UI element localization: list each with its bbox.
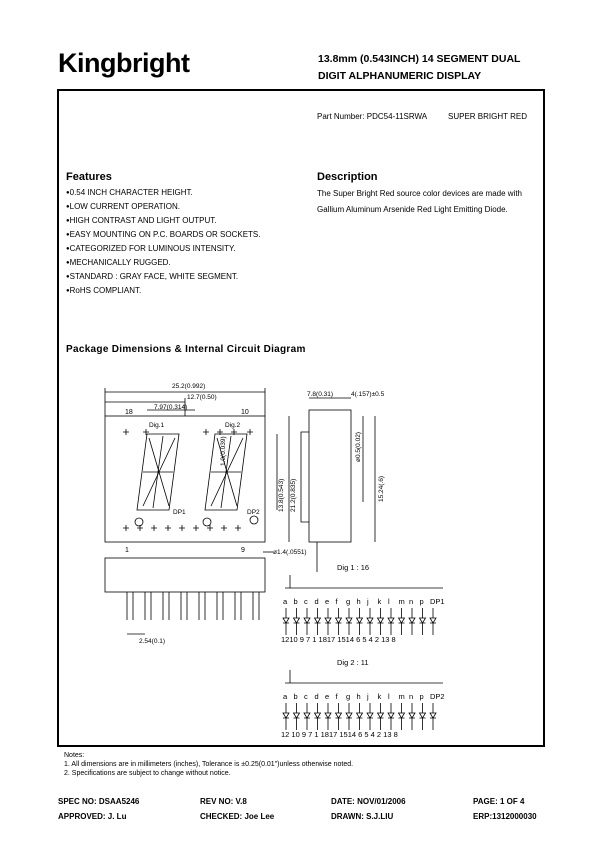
segment-label: c — [304, 597, 308, 606]
feature-item: ● HIGH CONTRAST AND LIGHT OUTPUT. — [66, 214, 260, 228]
dim-slant: 7.97(0.314) — [154, 404, 188, 411]
doc-title-line2: DIGIT ALPHANUMERIC DISPLAY — [318, 70, 482, 82]
segment-label: c — [304, 692, 308, 701]
diode-symbol — [430, 703, 436, 730]
diode-symbol — [315, 703, 321, 730]
segment-label: DP1 — [430, 597, 445, 606]
pin9-label: 9 — [241, 547, 245, 554]
diode-symbol — [283, 703, 289, 730]
segment-label: m — [398, 597, 405, 606]
pins — [127, 592, 259, 620]
dim-pin-diameter: ø0.5(0.02) — [355, 432, 362, 462]
diode-symbol — [357, 608, 363, 635]
segment-label: f — [335, 597, 338, 606]
segment-label: d — [314, 597, 319, 606]
diode-symbol — [420, 608, 426, 635]
pin18-label: 18 — [125, 409, 133, 416]
dim-segment: 1.0(0.039) — [220, 436, 227, 466]
circuit2-segments — [283, 692, 445, 730]
package-drawing — [57, 372, 545, 752]
circuit1-segments — [283, 597, 445, 635]
segment-label: f — [335, 692, 338, 701]
notes — [64, 751, 353, 778]
segment-label: p — [419, 692, 424, 701]
diode-symbol — [325, 608, 331, 635]
note-1: 1. All dimensions are in millimeters (inches), Tolerance is ±0.25(0.01")unless otherwise noted. — [64, 761, 354, 768]
segment-label: g — [346, 597, 351, 606]
diode-symbol — [315, 608, 321, 635]
segment-label: e — [325, 692, 330, 701]
features-heading: Features — [66, 171, 112, 183]
diode-symbol — [304, 608, 310, 635]
dp1-dot — [135, 518, 143, 526]
dig2-label: Dig.2 — [225, 422, 241, 429]
segment-label: h — [356, 692, 361, 701]
diode-symbol — [357, 703, 363, 730]
segment-label: p — [419, 597, 424, 606]
pin10-label: 10 — [241, 409, 249, 416]
dp1-label: DP1 — [173, 509, 186, 516]
circuit2-common: Dig 2 : 11 — [337, 658, 369, 667]
feature-item: ● RoHS COMPLIANT. — [66, 284, 260, 298]
segment-label: b — [293, 692, 298, 701]
segment-label: l — [388, 597, 390, 606]
feature-item: ● 0.54 INCH CHARACTER HEIGHT. — [66, 186, 260, 200]
dim-pin-pitch: 2.54(0.1) — [139, 638, 166, 645]
note-2: 2. Specifications are subject to change without notice. — [64, 770, 231, 777]
diode-symbol — [304, 703, 310, 730]
segment-label: j — [367, 597, 369, 606]
segment-label: k — [377, 692, 382, 701]
dim-lead: 4(.157)±0.5 — [351, 391, 385, 398]
features-list — [66, 186, 260, 298]
segment-label: j — [367, 692, 369, 701]
spec-number: SPEC NO: DSAA5246 — [58, 797, 140, 806]
segment-label: n — [409, 692, 414, 701]
approved-by: APPROVED: J. Lu — [58, 812, 127, 821]
dp2-label: DP2 — [247, 509, 260, 516]
feature-item: ● CATEGORIZED FOR LUMINOUS INTENSITY. — [66, 242, 260, 256]
segment-label: b — [293, 597, 298, 606]
segment-label: n — [409, 597, 414, 606]
part-number: Part Number: PDC54-11SRWA — [317, 112, 428, 121]
feature-item: ● STANDARD : GRAY FACE, WHITE SEGMENT. — [66, 270, 260, 284]
diode-symbol — [420, 703, 426, 730]
dim-pitch: 12.7(0.50) — [187, 394, 217, 401]
diode-symbol — [399, 608, 405, 635]
feature-item: ● LOW CURRENT OPERATION. — [66, 200, 260, 214]
circuit1-common: Dig 1 : 16 — [337, 563, 370, 572]
erp-number: ERP:1312000030 — [473, 812, 537, 821]
dig1-label: Dig.1 — [149, 422, 165, 429]
page-number: PAGE: 1 OF 4 — [473, 797, 525, 806]
diode-symbol — [346, 608, 352, 635]
dim-hole: ø1.4(.0551) — [273, 549, 307, 556]
dim-width: 25.2(0.992) — [172, 383, 206, 390]
circuit2-pins: 12 10 9 7 1 1817 1514 6 5 4 2 13 8 — [281, 730, 398, 739]
diode-symbol — [409, 608, 415, 635]
side-view-body — [309, 410, 351, 542]
brand-logo: Kingbright — [58, 48, 190, 78]
diode-symbol — [388, 703, 394, 730]
dim-side-height: 15.24(.6) — [378, 475, 385, 502]
segment-label: k — [377, 597, 382, 606]
part-color: SUPER BRIGHT RED — [448, 112, 527, 121]
segment-label: g — [346, 692, 351, 701]
diode-symbol — [325, 703, 331, 730]
checked-by: CHECKED: Joe Lee — [200, 812, 275, 821]
segment-label: h — [356, 597, 361, 606]
diode-symbol — [367, 703, 373, 730]
doc-title-line1: 13.8mm (0.543INCH) 14 SEGMENT DUAL — [318, 53, 521, 65]
diode-symbol — [294, 608, 300, 635]
diode-symbol — [430, 608, 436, 635]
segment-label: d — [314, 692, 319, 701]
dp2-dot — [203, 518, 211, 526]
drawn-by: DRAWN: S.J.LIU — [331, 812, 394, 821]
diode-symbol — [388, 608, 394, 635]
feature-item: ● MECHANICALLY RUGGED. — [66, 256, 260, 270]
description-text: The Super Bright Red source color devices are made with Gallium Aluminum Arsenide Red Light Emitting Diode. — [317, 189, 522, 214]
description-heading: Description — [317, 171, 378, 183]
segment-label: DP2 — [430, 692, 445, 701]
diode-symbol — [346, 703, 352, 730]
mount-hole — [250, 516, 258, 524]
segment-label: a — [283, 597, 288, 606]
segment-label: l — [388, 692, 390, 701]
circuit1-pins: 1210 9 7 1 1817 1514 6 5 4 2 13 8 — [281, 635, 396, 644]
diode-symbol — [336, 608, 342, 635]
dim-depth: 7.8(0.31) — [307, 391, 334, 398]
segment-label: a — [283, 692, 288, 701]
pin1-label: 1 — [125, 547, 129, 554]
feature-item: ● EASY MOUNTING ON P.C. BOARDS OR SOCKETS. — [66, 228, 260, 242]
dim-body-height: 21.2(0.835) — [290, 478, 297, 512]
dim-char-height: 13.8(0.543) — [278, 478, 285, 512]
diode-symbol — [283, 608, 289, 635]
diode-symbol — [378, 608, 384, 635]
notes-title: Notes: — [64, 752, 85, 759]
segment-label: m — [398, 692, 405, 701]
revision-number: REV NO: V.8 — [200, 797, 247, 806]
diode-symbol — [378, 703, 384, 730]
diode-symbol — [409, 703, 415, 730]
date: DATE: NOV/01/2006 — [331, 797, 406, 806]
segment-label: e — [325, 597, 330, 606]
package-heading: Package Dimensions & Internal Circuit Diagram — [66, 344, 306, 355]
diode-symbol — [294, 703, 300, 730]
pin-markers — [123, 429, 253, 531]
diode-symbol — [336, 703, 342, 730]
diode-symbol — [399, 703, 405, 730]
bottom-view-body — [105, 558, 265, 592]
diode-symbol — [367, 608, 373, 635]
